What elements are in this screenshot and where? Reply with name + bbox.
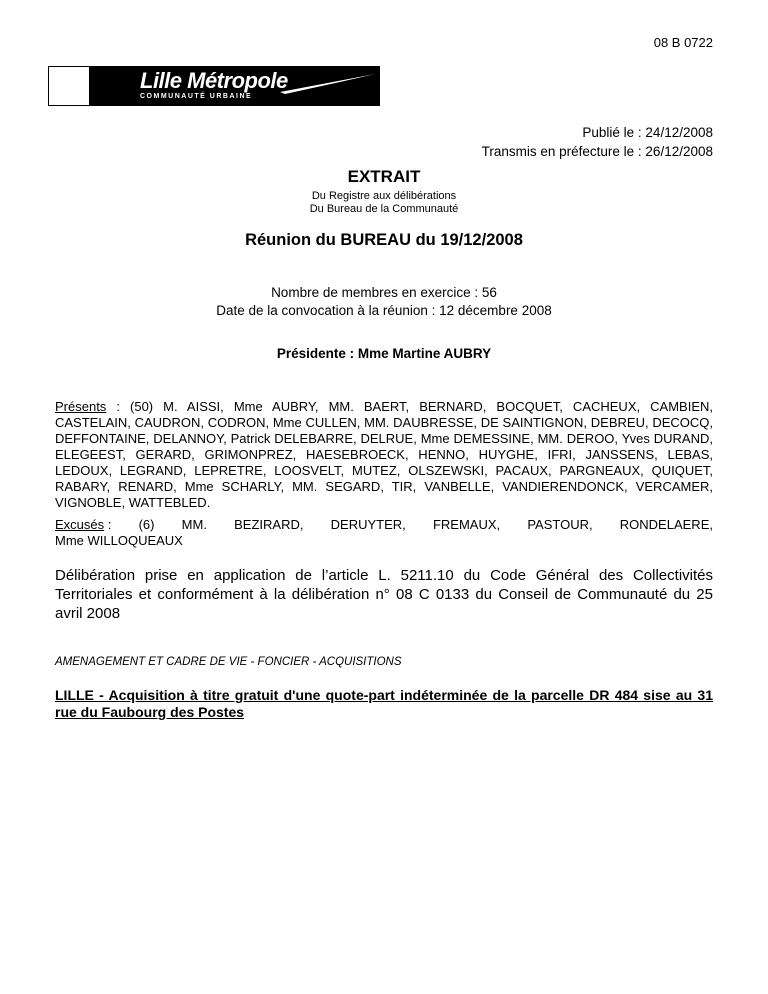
publication-block — [482, 123, 713, 161]
excuses-line-2: Mme WILLOQUEAUX — [55, 533, 183, 548]
registre-lines — [0, 190, 768, 216]
excuses-line-1 — [55, 517, 713, 533]
publie-date: Publié le : 24/12/2008 — [582, 125, 713, 140]
logo-text-area — [90, 66, 380, 106]
excuses-word: DERUYTER, — [330, 517, 406, 532]
excuses-word: : — [107, 517, 112, 532]
objet-title: LILLE - Acquisition à titre gratuit d'une quote-part indéterminée de la parcelle DR 484 sise au 31 rue du Faubourg des Postes — [55, 687, 713, 720]
logo-subtitle: COMMUNAUTÉ URBAINE — [140, 93, 253, 100]
rubrique: AMENAGEMENT ET CADRE DE VIE - FONCIER - ACQUISITIONS — [55, 656, 402, 668]
excuses-word: (6) — [138, 517, 155, 532]
document-reference: 08 B 0722 — [653, 35, 713, 50]
reunion-title: Réunion du BUREAU du 19/12/2008 — [245, 231, 523, 249]
transmis-date: Transmis en préfecture le : 26/12/2008 — [481, 144, 713, 159]
excuses-word: PASTOUR, — [527, 517, 593, 532]
date-convocation: Date de la convocation à la réunion : 12 décembre 2008 — [216, 303, 552, 318]
presents-paragraph — [55, 399, 713, 511]
excuses-label: Excusés — [55, 517, 105, 532]
excuses-word: MM. — [181, 517, 207, 532]
presents-list: : (50) M. AISSI, Mme AUBRY, MM. BAERT, BERNARD, BOCQUET, CACHEUX, CAMBIEN, CASTELAIN, CAUDRON, CODRON, Mme CULLEN, MM. DAUBRESSE, DE SAINTIGNON, DEBREU, DECOCQ, DEFFONTAINE, DELANNOY, Patrick DELEBARRE, DELRUE, Mme DEMESSINE, MM. DEROO, Yves DURAND, ELEGEEST, GERARD, GRIMONPREZ, HAESEBROECK, HENNO, HUYGHE, IFRI, JANSSENS, LEBAS, LEDOUX, LEGRAND, LEPRETRE, LOOSVELT, MUTEZ, OLSZEWSKI, PACAUX, PARGNEAUX, QUIQUET, RABARY, RENARD, Mme SCHARLY, MM. SEGARD, TIR, VANBELLE, VANDIERENDONCK, VERCAMER, VIGNOBLE, WATTEBLED. — [55, 399, 713, 510]
excuses-word: RONDELAERE, — [619, 517, 713, 532]
logo-swoosh-icon — [280, 72, 375, 94]
logo-name: Lille Métropole — [140, 68, 288, 93]
registre-line-1: Du Registre aux délibérations — [311, 190, 457, 202]
nombre-membres: Nombre de membres en exercice : 56 — [271, 285, 497, 300]
logo-white-box — [48, 66, 90, 106]
excuses-word: BEZIRARD, — [234, 517, 304, 532]
deliberation-paragraph: Délibération prise en application de l’article L. 5211.10 du Code Général des Collectivités Territoriales et conformément à la délibération n° 08 C 0133 du Conseil de Communauté du 25 avril 2008 — [55, 567, 713, 622]
presidente: Présidente : Mme Martine AUBRY — [276, 346, 492, 361]
excuses-word: FREMAUX, — [432, 517, 501, 532]
extrait-title: EXTRAIT — [347, 167, 421, 186]
membres-block — [0, 284, 768, 320]
presents-label: Présents — [55, 399, 107, 414]
registre-line-2: Du Bureau de la Communauté — [309, 203, 459, 215]
excuses-paragraph — [55, 517, 713, 549]
lille-metropole-logo — [48, 66, 380, 106]
